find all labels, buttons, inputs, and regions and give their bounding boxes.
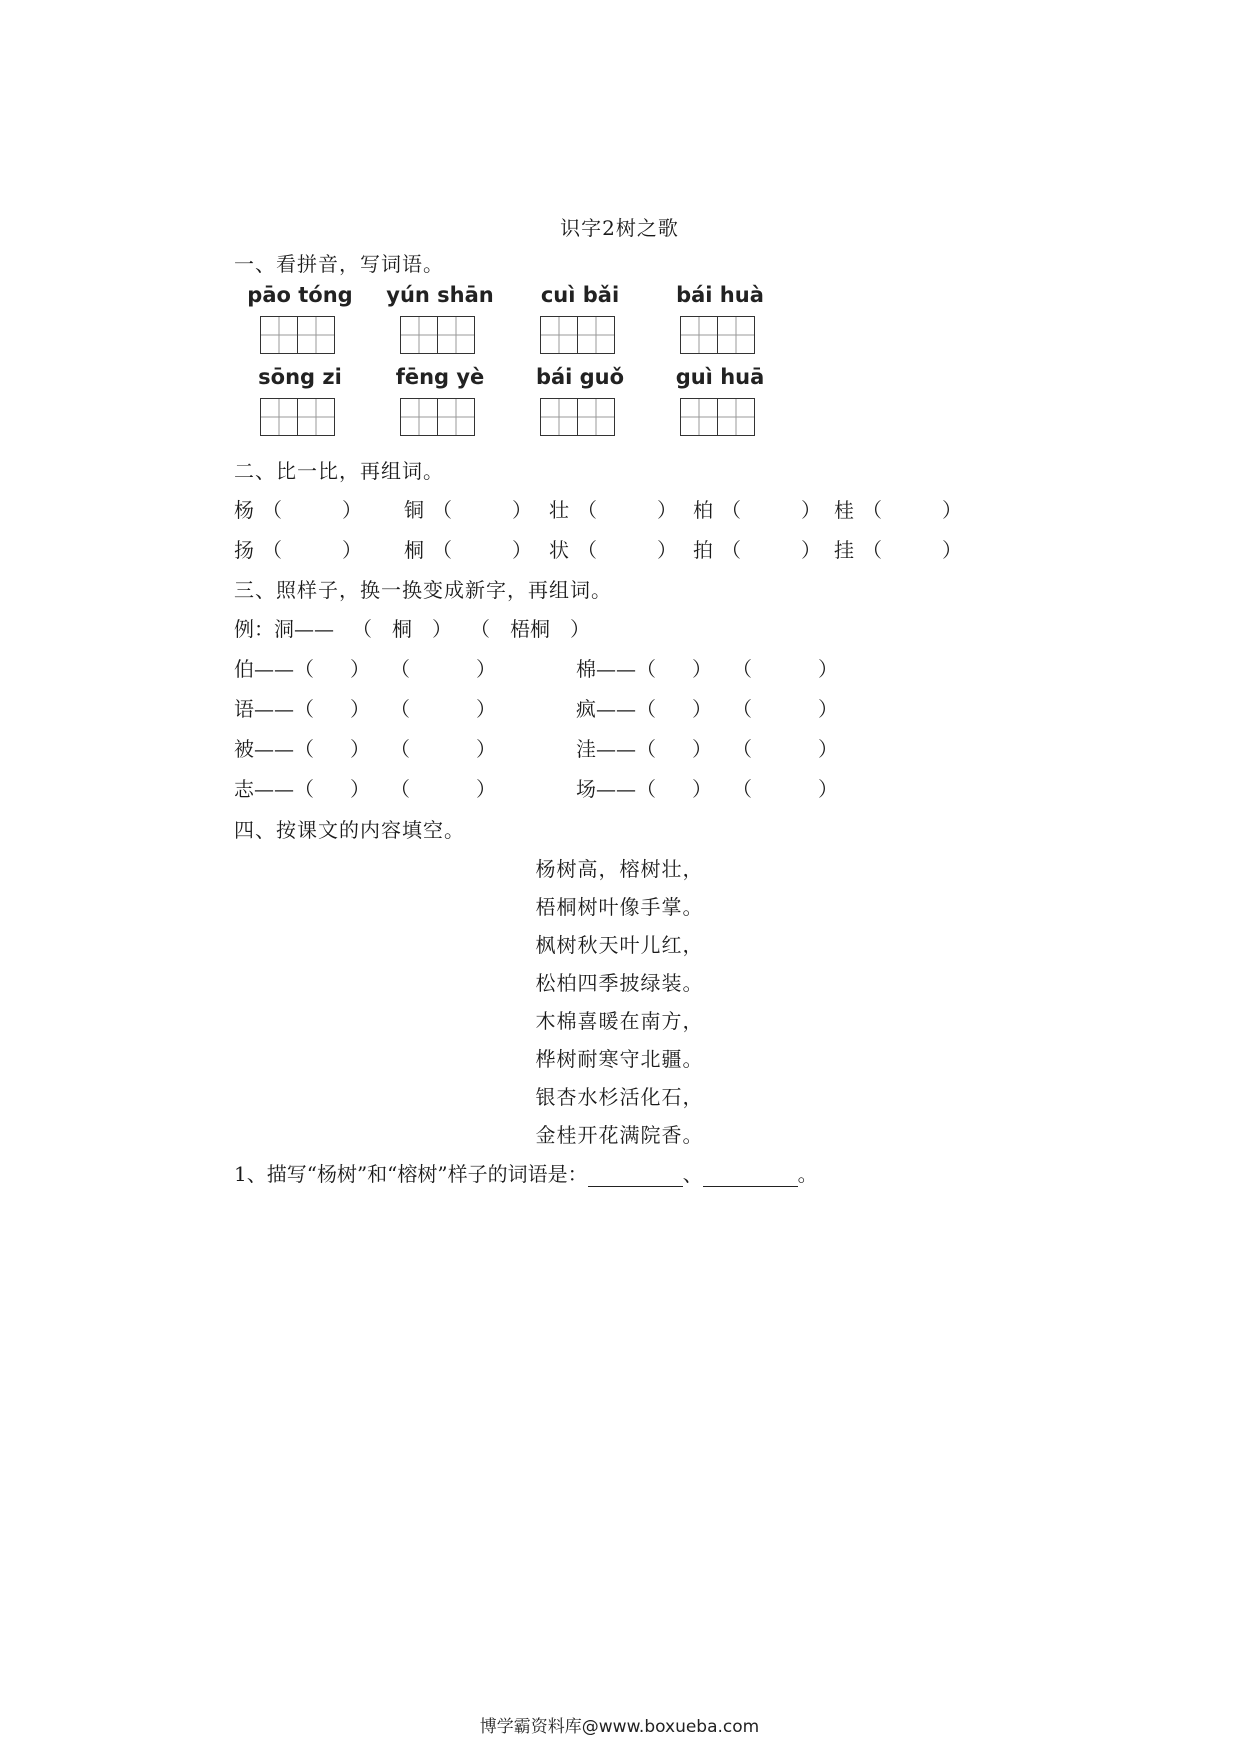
answer-line[interactable] (703, 1164, 798, 1187)
char-blank[interactable]: （ (294, 777, 314, 801)
transform-row (234, 693, 496, 722)
pinyin-item (245, 280, 355, 354)
paren-close: ） (476, 737, 496, 761)
page-title: 识字2树之歌 (560, 216, 679, 240)
pinyin-item (245, 362, 355, 436)
answer-line[interactable] (588, 1164, 683, 1187)
poem-line: 梧桐树叶像手掌。 (535, 895, 704, 919)
section4-heading: 四、按课文的内容填空。 (234, 818, 465, 842)
answer-blank[interactable]: （ (262, 498, 282, 522)
transform-row (234, 773, 496, 802)
poem-line: 松柏四季披绿装。 (535, 971, 704, 995)
base-char: 被 (234, 737, 254, 761)
char-blank[interactable]: （ (294, 697, 314, 721)
paren-close: ） (350, 777, 370, 801)
word-blank[interactable]: （ (732, 737, 752, 761)
answer-blank[interactable]: （ (432, 498, 452, 522)
section3-heading: 三、照样子，换一换变成新字，再组词。 (234, 578, 612, 602)
pinyin-text: guì huā (675, 365, 765, 389)
question-text: 1、描写“杨树”和“榕树”样子的词语是： (234, 1162, 588, 1186)
writing-grid[interactable] (260, 398, 340, 436)
answer-blank[interactable]: （ (577, 538, 597, 562)
writing-grid[interactable] (540, 398, 620, 436)
paren-close: ） (692, 657, 712, 681)
paren-close: ） (657, 498, 677, 522)
dash: —— (254, 657, 294, 681)
pinyin-text: sōng zi (258, 365, 342, 389)
word-blank[interactable]: （ (732, 657, 752, 681)
answer-blank[interactable]: （ (262, 538, 282, 562)
answer-blank[interactable]: （ (721, 498, 741, 522)
pinyin-item (525, 280, 635, 354)
compare-char: 拍 (693, 538, 713, 562)
footer-watermark: 博学霸资料库@www.boxueba.com (479, 1717, 760, 1737)
paren-close: ） (350, 657, 370, 681)
paren-close: ） (692, 777, 712, 801)
paren-close: ） (342, 538, 362, 562)
compare-char: 状 (549, 538, 569, 562)
transform-row (234, 653, 496, 682)
answer-blank[interactable]: （ (577, 498, 597, 522)
word-blank[interactable]: （ (732, 697, 752, 721)
dash: —— (254, 737, 294, 761)
writing-grid[interactable] (260, 316, 340, 354)
base-char: 语 (234, 697, 254, 721)
paren-close: ） (942, 498, 962, 522)
answer-blank[interactable]: （ (862, 538, 882, 562)
writing-grid[interactable] (400, 398, 480, 436)
word-blank[interactable]: （ (732, 777, 752, 801)
question-1 (234, 1158, 818, 1187)
compare-char: 杨 (234, 498, 254, 522)
pinyin-item (525, 362, 635, 436)
char-blank[interactable]: （ (636, 697, 656, 721)
base-char: 场 (576, 777, 596, 801)
answer-blank[interactable]: （ (432, 538, 452, 562)
paren-close: ） (350, 697, 370, 721)
poem-line: 杨树高，榕树壮， (535, 857, 704, 881)
compare-char: 挂 (834, 538, 854, 562)
paren-close: ） (818, 777, 838, 801)
dash: —— (596, 777, 636, 801)
poem-line: 枫树秋天叶儿红， (535, 933, 704, 957)
paren-close: ） (342, 498, 362, 522)
word-blank[interactable]: （ (390, 697, 410, 721)
poem-line: 银杏水杉活化石， (535, 1085, 704, 1109)
answer-blank[interactable]: （ (862, 498, 882, 522)
example-word: （ 梧桐 ） (470, 617, 590, 641)
char-blank[interactable]: （ (636, 777, 656, 801)
paren-close: ） (818, 697, 838, 721)
paren-close: ） (692, 697, 712, 721)
pinyin-item (385, 362, 495, 436)
transform-row (234, 733, 496, 762)
pinyin-item (665, 280, 775, 354)
writing-grid[interactable] (680, 398, 760, 436)
pinyin-text: bái huà (676, 283, 764, 307)
paren-close: ） (818, 737, 838, 761)
pinyin-item (385, 280, 495, 354)
writing-grid[interactable] (540, 316, 620, 354)
paren-close: ） (692, 737, 712, 761)
paren-close: ） (818, 657, 838, 681)
pinyin-text: bái guǒ (535, 365, 625, 389)
transform-row (576, 733, 838, 762)
transform-row (576, 773, 838, 802)
writing-grid[interactable] (680, 316, 760, 354)
word-blank[interactable]: （ (390, 777, 410, 801)
paren-close: ） (512, 538, 532, 562)
example-row (234, 613, 590, 642)
char-blank[interactable]: （ (294, 657, 314, 681)
dash: —— (254, 777, 294, 801)
compare-char: 壮 (549, 498, 569, 522)
base-char: 疯 (576, 697, 596, 721)
paren-close: ） (476, 777, 496, 801)
paren-close: ） (350, 737, 370, 761)
paren-close: ） (801, 498, 821, 522)
paren-close: ） (476, 657, 496, 681)
compare-char: 柏 (693, 498, 713, 522)
paren-close: ） (801, 538, 821, 562)
example-prefix: 例：洞—— (234, 617, 334, 641)
paren-close: ） (512, 498, 532, 522)
pinyin-text: fēng yè (395, 365, 485, 389)
answer-blank[interactable]: （ (721, 538, 741, 562)
poem-line: 金桂开花满院香。 (535, 1123, 704, 1147)
poem-line: 桦树耐寒守北疆。 (535, 1047, 704, 1071)
writing-grid[interactable] (400, 316, 480, 354)
dash: —— (596, 737, 636, 761)
compare-char: 桂 (834, 498, 854, 522)
char-blank[interactable]: （ (636, 737, 656, 761)
dash: —— (596, 657, 636, 681)
word-blank[interactable]: （ (390, 657, 410, 681)
dash: —— (596, 697, 636, 721)
base-char: 伯 (234, 657, 254, 681)
paren-close: ） (476, 697, 496, 721)
pinyin-item (665, 362, 775, 436)
separator: 、 (682, 1162, 703, 1186)
compare-char: 桐 (404, 538, 424, 562)
base-char: 志 (234, 777, 254, 801)
end-mark: 。 (797, 1162, 818, 1186)
example-char: （ 桐 ） (352, 617, 452, 641)
compare-char: 铜 (404, 498, 424, 522)
dash: —— (254, 697, 294, 721)
compare-char: 扬 (234, 538, 254, 562)
transform-row (576, 653, 838, 682)
pinyin-text: pāo tóng (247, 283, 353, 307)
word-blank[interactable]: （ (390, 737, 410, 761)
base-char: 棉 (576, 657, 596, 681)
char-blank[interactable]: （ (294, 737, 314, 761)
paren-close: ） (942, 538, 962, 562)
base-char: 洼 (576, 737, 596, 761)
section1-heading: 一、看拼音，写词语。 (234, 252, 444, 276)
pinyin-text: yún shān (386, 283, 494, 307)
char-blank[interactable]: （ (636, 657, 656, 681)
transform-row (576, 693, 838, 722)
section2-heading: 二、比一比，再组词。 (234, 459, 444, 483)
poem-line: 木棉喜暖在南方， (535, 1009, 704, 1033)
pinyin-text: cuì bǎi (540, 283, 620, 307)
paren-close: ） (657, 538, 677, 562)
